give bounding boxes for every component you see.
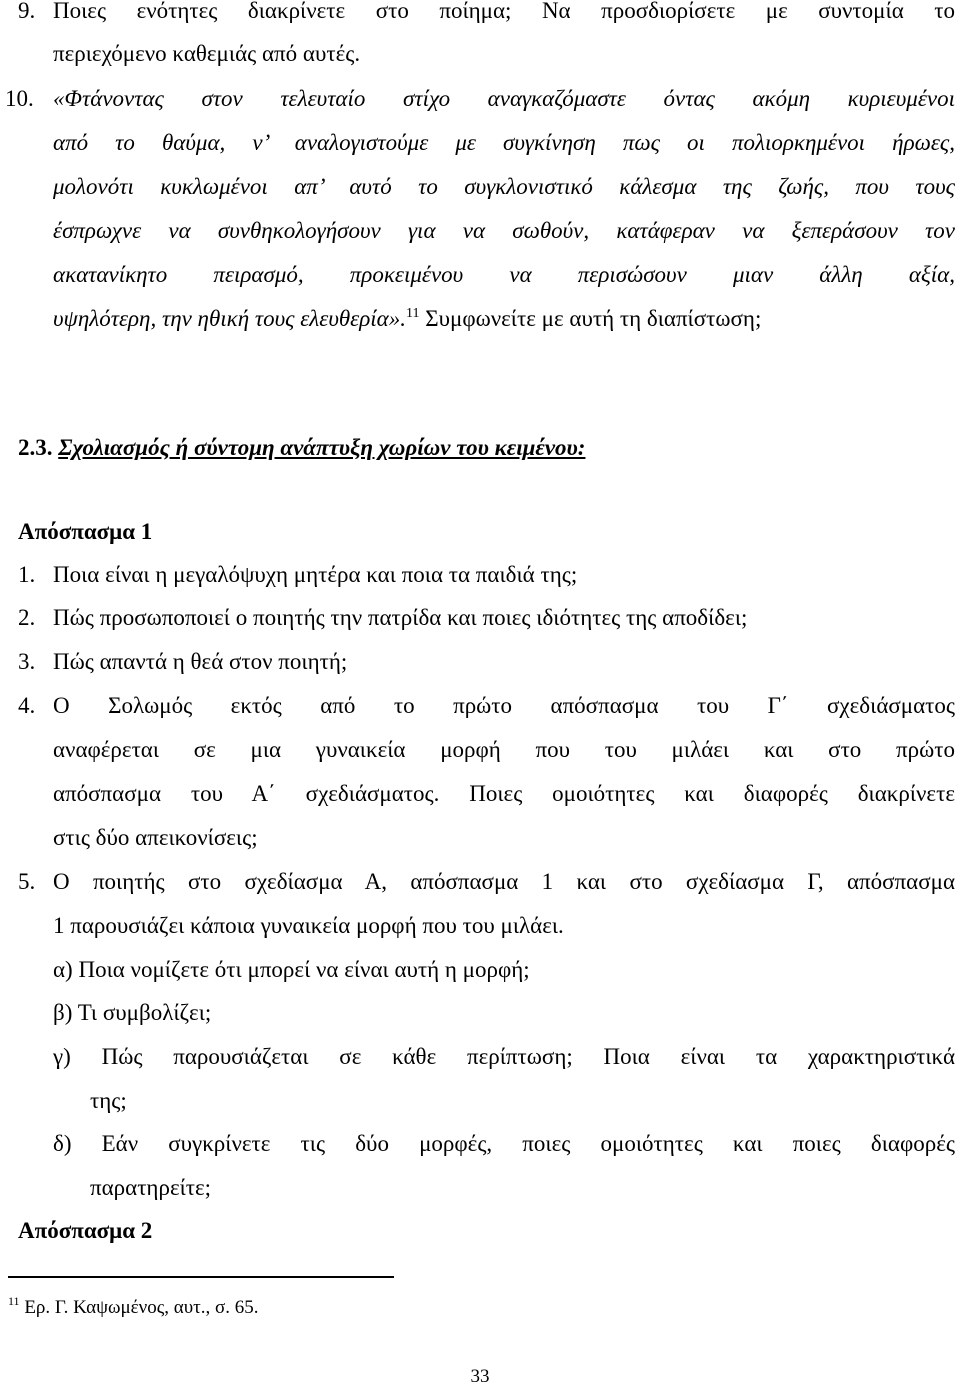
e1-q1-text: Ποια είναι η μεγαλόψυχη μητέρα και ποια τα παιδιά της; [53, 562, 578, 587]
e1-q3-text: Πώς απαντά η θεά στον ποιητή; [53, 649, 348, 674]
footnote-marker: 11 [8, 1294, 20, 1308]
e1-q4-line-2: αναφέρεται σε μια γυναικεία μορφή που του μιλάει και στο πρώτο [53, 737, 955, 762]
section-title: Σχολιασμός ή σύντομη ανάπτυξη χωρίων του κειμένου: [58, 435, 586, 460]
excerpt-2-heading: Απόσπασμα 2 [18, 1218, 153, 1243]
e1-q3-number: 3. [18, 649, 36, 674]
e1-q4-line-1: Ο Σολωμός εκτός από το πρώτο απόσπασμα του Γ΄ σχεδιάσματος [53, 693, 955, 718]
e1-q5-sub-c-line-1: γ) Πώς παρουσιάζεται σε κάθε περίπτωση; Ποια είναι τα χαρακτηριστικά [53, 1044, 955, 1069]
section-number: 2.3. [18, 435, 53, 460]
q10-number: 10. [5, 86, 34, 111]
e1-q1-number: 1. [18, 562, 36, 587]
footnote [8, 1296, 259, 1321]
e1-q2-text: Πώς προσωποποιεί ο ποιητής την πατρίδα και ποιες ιδιότητες της αποδίδει; [53, 605, 748, 630]
e1-q5-sub-a: α) Ποια νομίζετε ότι μπορεί να είναι αυτή η μορφή; [53, 957, 530, 982]
q10-question: Συμφωνείτε με αυτή τη διαπίστωση; [419, 306, 762, 331]
footnote-ref-11[interactable]: 11 [406, 306, 420, 321]
e1-q4-number: 4. [18, 693, 36, 718]
page-number: 33 [470, 1366, 490, 1387]
q10-quote-end: υψηλότερη, την ηθική τους ελευθερία». [53, 306, 406, 331]
e1-q5-number: 5. [18, 869, 36, 894]
excerpt-1-heading: Απόσπασμα 1 [18, 519, 153, 544]
e1-q4-line-3: απόσπασμα του Α΄ σχεδιάσματος. Ποιες ομοιότητες και διαφορές διακρίνετε [53, 781, 955, 806]
q9-number: 9. [18, 0, 36, 23]
q9-line-1: Ποιες ενότητες διακρίνετε στο ποίημα; Να προσδιορίσετε με συντομία το [53, 0, 955, 23]
e1-q5-sub-d-line-2: παρατηρείτε; [90, 1175, 212, 1200]
e1-q2-number: 2. [18, 605, 36, 630]
e1-q5-line-2: 1 παρουσιάζει κάποια γυναικεία μορφή που του μιλάει. [53, 913, 564, 938]
q10-line-6 [53, 305, 761, 337]
q10-line-4: έσπρωχνε να συνθηκολογήσουν για να σωθούν, κατάφεραν να ξεπεράσουν τον [53, 218, 955, 243]
e1-q5-line-1: Ο ποιητής στο σχεδίασμα Α, απόσπασμα 1 και στο σχεδίασμα Γ, απόσπασμα [53, 869, 955, 894]
section-heading [18, 434, 585, 462]
e1-q4-line-4: στις δύο απεικονίσεις; [53, 825, 258, 850]
q10-line-2: από το θαύμα, ν’ αναλογιστούμε με συγκίνηση πως οι πολιορκημένοι ήρωες, [53, 130, 955, 155]
q9-line-2: περιεχόμενο καθεμιάς από αυτές. [53, 41, 361, 66]
e1-q5-sub-b: β) Τι συμβολίζει; [53, 1000, 212, 1025]
q10-line-3: μολονότι κυκλωμένοι απ’ αυτό το συγκλονιστικό κάλεσμα της ζωής, που τους [53, 174, 955, 199]
e1-q5-sub-c-line-2: της; [90, 1088, 127, 1113]
q10-line-1: «Φτάνοντας στον τελευταίο στίχο αναγκαζόμαστε όντας ακόμη κυριευμένοι [53, 86, 955, 111]
footnote-text: Ερ. Γ. Καψωμένος, αυτ., σ. 65. [19, 1297, 259, 1318]
q10-line-5: ακατανίκητο πειρασμό, προκειμένου να περισώσουν μιαν άλλη αξία, [53, 262, 955, 287]
footnote-divider [8, 1276, 394, 1278]
e1-q5-sub-d-line-1: δ) Εάν συγκρίνετε τις δύο μορφές, ποιες ομοιότητες και ποιες διαφορές [53, 1131, 955, 1156]
